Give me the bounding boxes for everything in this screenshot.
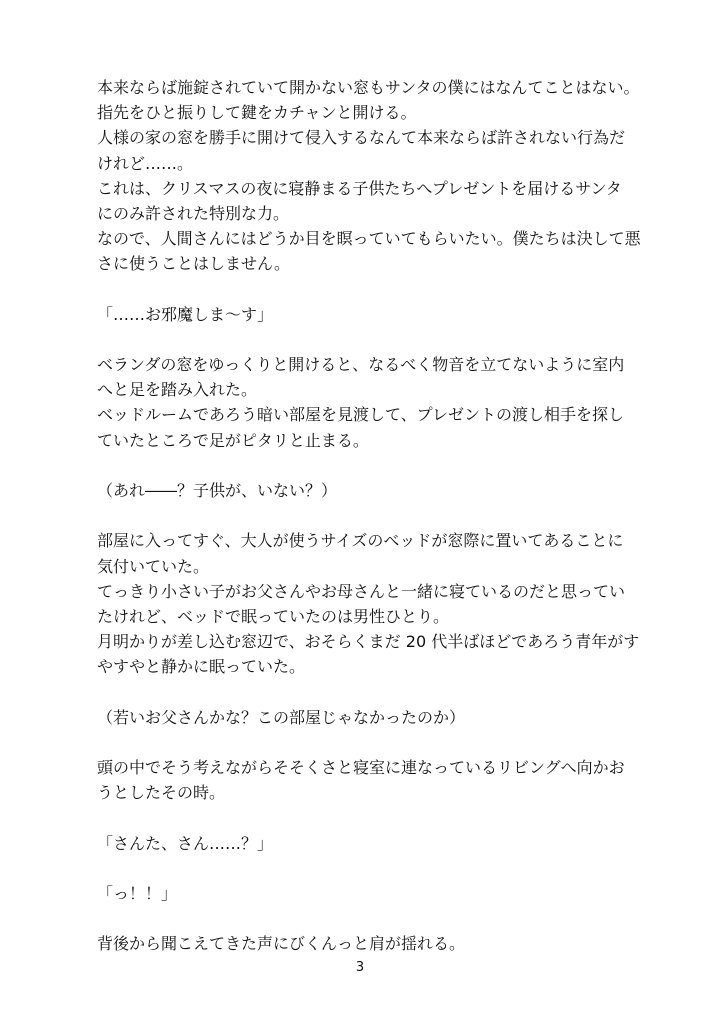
page-number: 3 [355,960,365,975]
text-line: ベランダの窓をゆっくりと開けると、なるべく物音を立てないように室内 [97,355,625,375]
blank-line [97,453,637,478]
text-line: てっきり小さい子がお父さんやお母さんと一緒に寝ているのだと思ってい [97,581,626,601]
text-line: けれど……。 [97,153,194,173]
text-line: にのみ許された特別な力。 [97,203,290,223]
blank-line [97,805,637,830]
blank-line [97,906,637,931]
dialogue-line: 「……お邪魔しま～す」 [97,304,274,324]
text-line: 本来ならば施錠されていて開かない窓もサンタの僕にはなんてことはない。 [97,78,640,97]
text-line: 気付いていた。 [97,556,210,576]
text-line: 頭の中でそう考えながらそそくさと寝室に連なっているリビングへ向かお [97,758,625,778]
text-line: へと足を踏み入れた。 [97,380,258,400]
dialogue-line: 「っ！！」 [97,884,178,903]
blank-line [97,327,637,352]
blank-line [97,277,637,302]
text-line: なので、人間さんにはどうか目を瞑っていてもらいたい。僕たちは決して悪 [97,229,641,249]
text-line: これは、クリスマスの夜に寝静まる子供たちへプレゼントを届けるサンタ [97,178,622,198]
text-line: うとしたその時。 [97,783,226,803]
thought-line: （若いお父さんかな？この部屋じゃなかったのか） [97,707,466,727]
blank-line [97,503,637,528]
text-line: ベッドルームであろう暗い部屋を見渡して、プレゼントの渡し相手を探し [97,405,625,425]
text-line: たけれど、ベッドで眠っていたのは男性ひとり。 [97,606,450,626]
blank-line [97,680,637,705]
document-body [97,75,641,957]
dialogue-line: 「さんた、さん……？」 [97,833,274,853]
thought-line: （あれ――？子供が、いない？） [97,481,338,500]
blank-line [97,856,637,881]
text-line: 月明かりが差し込む窓辺で、おそらくまだ 20 代半ばほどであろう青年がす [97,632,640,652]
text-line: ていたところで足がピタリと止まる。 [97,430,369,450]
text-line: 背後から聞こえてきた声にびくんっと肩が揺れる。 [97,934,466,954]
text-line: やすやと静かに眠っていた。 [97,657,306,677]
text-line: 人様の家の窓を勝手に開けて侵入するなんて本来ならば許されない行為だ [97,128,626,148]
text-line: 指先をひと振りして鍵をカチャンと開ける。 [97,103,417,123]
blank-line [97,730,637,755]
text-line: 部屋に入ってすぐ、大人が使うサイズのベッドが窓際に置いてあることに [97,531,624,551]
text-line: さに使うことはしません。 [97,254,290,274]
